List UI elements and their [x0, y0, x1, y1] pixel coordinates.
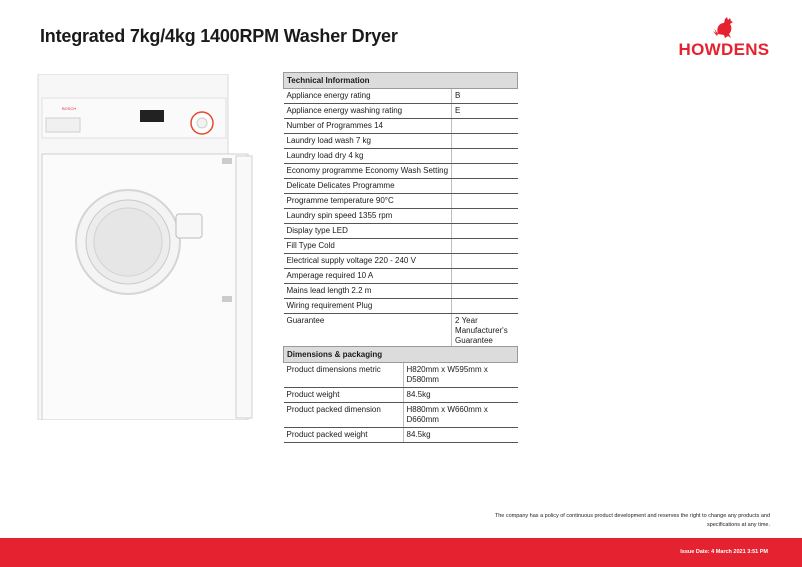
rooster-icon: [712, 14, 738, 40]
row-label: Display type LED: [284, 224, 452, 239]
table-row: [284, 149, 518, 164]
technical-information-table: [283, 72, 518, 349]
row-label: Product weight: [284, 388, 404, 403]
row-value: [452, 284, 518, 299]
table-row: [284, 164, 518, 179]
table-row: [284, 194, 518, 209]
row-label: Appliance energy washing rating: [284, 104, 452, 119]
row-value: [452, 149, 518, 164]
brand-text: BOSCH: [62, 106, 77, 111]
table-row: [284, 388, 518, 403]
row-value: 84.5kg: [403, 428, 518, 443]
row-label: Product dimensions metric: [284, 363, 404, 388]
row-label: Delicate Delicates Programme: [284, 179, 452, 194]
table-row: [284, 134, 518, 149]
footer-bar: [0, 538, 802, 567]
row-value: [452, 224, 518, 239]
row-label: Wiring requirement Plug: [284, 299, 452, 314]
table-row: [284, 403, 518, 428]
row-value: B: [452, 89, 518, 104]
page-title: Integrated 7kg/4kg 1400RPM Washer Dryer: [40, 26, 398, 46]
row-value: [452, 164, 518, 179]
row-value: [452, 134, 518, 149]
row-value: 2 Year Manufacturer's Guarantee: [452, 314, 518, 349]
row-label: Laundry load dry 4 kg: [284, 149, 452, 164]
row-value: E: [452, 104, 518, 119]
row-label: Electrical supply voltage 220 - 240 V: [284, 254, 452, 269]
row-label: Fill Type Cold: [284, 239, 452, 254]
row-value: 84.5kg: [403, 388, 518, 403]
row-value: [452, 239, 518, 254]
policy-footnote: The company has a policy of continuous product development and reserves the right to change any products and specifications at any time.: [494, 513, 770, 528]
table-row: [284, 239, 518, 254]
row-label: Amperage required 10 A: [284, 269, 452, 284]
row-value: [452, 119, 518, 134]
table-row: [284, 314, 518, 349]
table-row: [284, 284, 518, 299]
logo-text: HOWDENS: [678, 40, 770, 59]
howdens-logo: [676, 14, 772, 60]
row-value: [452, 299, 518, 314]
row-label: Laundry load wash 7 kg: [284, 134, 452, 149]
row-value: [452, 254, 518, 269]
row-label: Product packed dimension: [284, 403, 404, 428]
row-label: Appliance energy rating: [284, 89, 452, 104]
row-value: [452, 209, 518, 224]
row-label: Programme temperature 90°C: [284, 194, 452, 209]
row-value: [452, 179, 518, 194]
row-label: Laundry spin speed 1355 rpm: [284, 209, 452, 224]
row-label: Product packed weight: [284, 428, 404, 443]
table-row: [284, 89, 518, 104]
table-row: [284, 254, 518, 269]
table-row: [284, 428, 518, 443]
dimensions-header: Dimensions & packaging: [284, 347, 518, 363]
table-row: [284, 269, 518, 284]
row-label: Economy programme Economy Wash Setting: [284, 164, 452, 179]
table-row: [284, 179, 518, 194]
issue-date: Issue Date: 4 March 2021 3:51 PM: [680, 549, 768, 555]
row-label: Guarantee: [284, 314, 452, 349]
table-row: [284, 104, 518, 119]
dimensions-packaging-table: [283, 346, 518, 443]
row-value: H820mm x W595mm x D580mm: [403, 363, 518, 388]
row-label: Mains lead length 2.2 m: [284, 284, 452, 299]
row-value: [452, 269, 518, 284]
technical-header: Technical Information: [284, 73, 518, 89]
table-row: [284, 209, 518, 224]
row-label: Number of Programmes 14: [284, 119, 452, 134]
washer-dryer-image: [36, 74, 254, 420]
table-row: [284, 224, 518, 239]
table-row: [284, 299, 518, 314]
table-row: [284, 119, 518, 134]
table-row: [284, 363, 518, 388]
row-value: H880mm x W660mm x D660mm: [403, 403, 518, 428]
row-value: [452, 194, 518, 209]
